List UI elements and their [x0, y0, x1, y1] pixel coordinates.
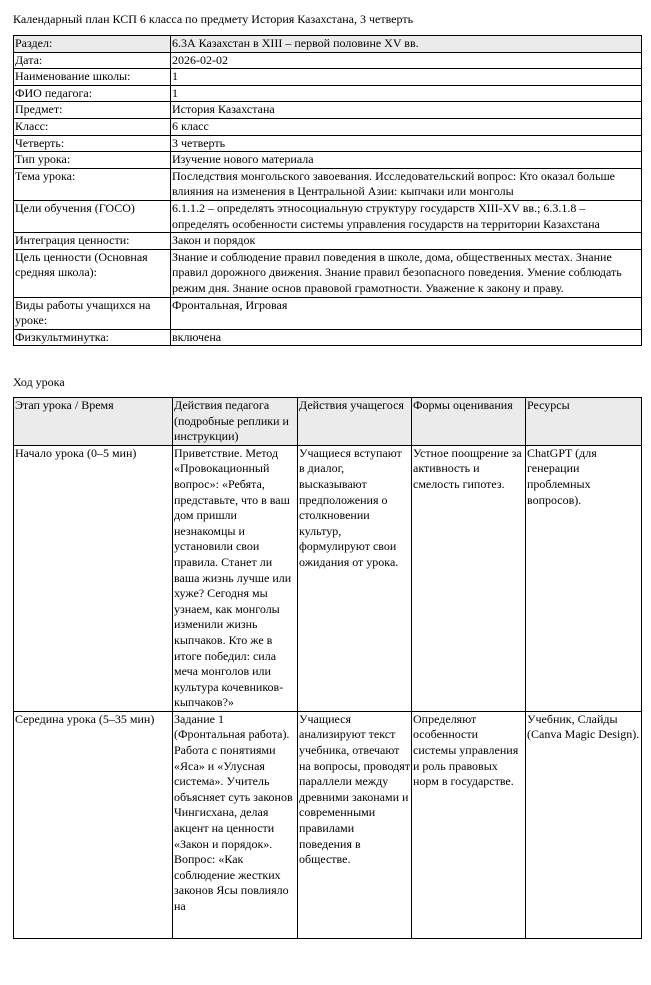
info-value: 2026-02-02 — [171, 52, 642, 69]
info-value: 3 четверть — [171, 135, 642, 152]
info-label: Четверть: — [14, 135, 171, 152]
info-label: Наименование школы: — [14, 69, 171, 86]
cell-stage: Начало урока (0–5 мин) — [14, 445, 173, 711]
info-value: включена — [171, 329, 642, 346]
info-row-topic — [14, 168, 642, 200]
info-value: 1 — [171, 85, 642, 102]
info-label: ФИО педагога: — [14, 85, 171, 102]
info-row-school — [14, 69, 642, 86]
info-label: Виды работы учащихся на уроке: — [14, 297, 171, 329]
info-label: Цель ценности (Основная средняя школа): — [14, 249, 171, 297]
info-value: Фронтальная, Игровая — [171, 297, 642, 329]
info-row-lesson-type — [14, 152, 642, 169]
info-label: Тема урока: — [14, 168, 171, 200]
info-label: Тип урока: — [14, 152, 171, 169]
cell-assessment: Определяют особенности системы управления и роль правовых норм в государстве. — [412, 711, 526, 938]
info-label: Физкультминутка: — [14, 329, 171, 346]
cell-assessment: Устное поощрение за активность и смелость гипотез. — [412, 445, 526, 711]
info-value: История Казахстана — [171, 102, 642, 119]
document-title: Календарный план КСП 6 класса по предмету История Казахстана, 3 четверть — [13, 12, 414, 26]
info-value: Знание и соблюдение правил поведения в школе, дома, общественных местах. Знание правил дорожного движения. Знание правил безопасного поведения. Умение соблюдать режим дня. Знание основ правовой грамотности. Уважение к закону и праву. — [171, 249, 642, 297]
info-label: Класс: — [14, 118, 171, 135]
info-label: Предмет: — [14, 102, 171, 119]
info-value: 6 класс — [171, 118, 642, 135]
column-header-assessment: Формы оценивания — [412, 398, 526, 446]
info-value: 6.3А Казахстан в XIII – первой половине XV вв. — [171, 36, 642, 53]
cell-resources: Учебник, Слайды (Canva Magic Design). — [526, 711, 642, 938]
info-value: Изучение нового материала — [171, 152, 642, 169]
info-row-quarter — [14, 135, 642, 152]
info-row-phys-break — [14, 329, 642, 346]
info-value: Закон и порядок — [171, 233, 642, 250]
column-header-resources: Ресурсы — [526, 398, 642, 446]
info-label: Интеграция ценности: — [14, 233, 171, 250]
info-row-value-goal — [14, 249, 642, 297]
info-value: 6.1.1.2 – определять этносоциальную структуру государств XIII-XV вв.; 6.3.1.8 – определять особенности системы управления государств на территории Казахстана — [171, 200, 642, 232]
info-row-grade — [14, 118, 642, 135]
lesson-flow-header-row — [14, 398, 642, 446]
cell-teacher: Задание 1 (Фронтальная работа). Работа с понятиями «Яса» и «Улусная система». Учитель объясняет суть законов Чингисхана, делая акцент на ценности «Закон и порядок». Вопрос: «Как соблюдение жестких законов Ясы повлияло на — [173, 711, 298, 938]
cell-students: Учащиеся анализируют текст учебника, отвечают на вопросы, проводят параллели между древними законами и современными правилами поведения в обществе. — [298, 711, 412, 938]
lesson-flow-row-middle — [14, 711, 642, 938]
cell-teacher: Приветствие. Метод «Провокационный вопрос»: «Ребята, представьте, что в ваш дом пришли незнакомцы и установили свои правила. Станет ли ваша жизнь лучше или хуже? Сегодня мы узнаем, как монголы изменили жизнь кыпчаков. Кто же в итоге победил: сила меча монголов или культура кочевников-кыпчаков?» — [173, 445, 298, 711]
info-value: Последствия монгольского завоевания. Исследовательский вопрос: Кто оказал больше влияния на изменения в Центральной Азии: кыпчаки или монголы — [171, 168, 642, 200]
info-row-teacher — [14, 85, 642, 102]
column-header-teacher: Действия педагога (подробные реплики и инструкции) — [173, 398, 298, 446]
lesson-flow-heading: Ход урока — [13, 375, 65, 389]
info-row-section — [14, 36, 642, 53]
info-label: Дата: — [14, 52, 171, 69]
lesson-flow-table — [13, 397, 642, 939]
cell-stage: Середина урока (5–35 мин) — [14, 711, 173, 938]
info-label: Раздел: — [14, 36, 171, 53]
info-label: Цели обучения (ГОСО) — [14, 200, 171, 232]
info-row-value-integration — [14, 233, 642, 250]
cell-students: Учащиеся вступают в диалог, высказывают предположения о столкновении культур, формулируют свои ожидания от урока. — [298, 445, 412, 711]
info-row-subject — [14, 102, 642, 119]
info-row-work-types — [14, 297, 642, 329]
info-row-objectives — [14, 200, 642, 232]
info-row-date — [14, 52, 642, 69]
info-value: 1 — [171, 69, 642, 86]
info-table — [13, 35, 642, 346]
column-header-stage: Этап урока / Время — [14, 398, 173, 446]
cell-resources: ChatGPT (для генерации проблемных вопросов). — [526, 445, 642, 711]
column-header-students: Действия учащегося — [298, 398, 412, 446]
lesson-flow-row-start — [14, 445, 642, 711]
